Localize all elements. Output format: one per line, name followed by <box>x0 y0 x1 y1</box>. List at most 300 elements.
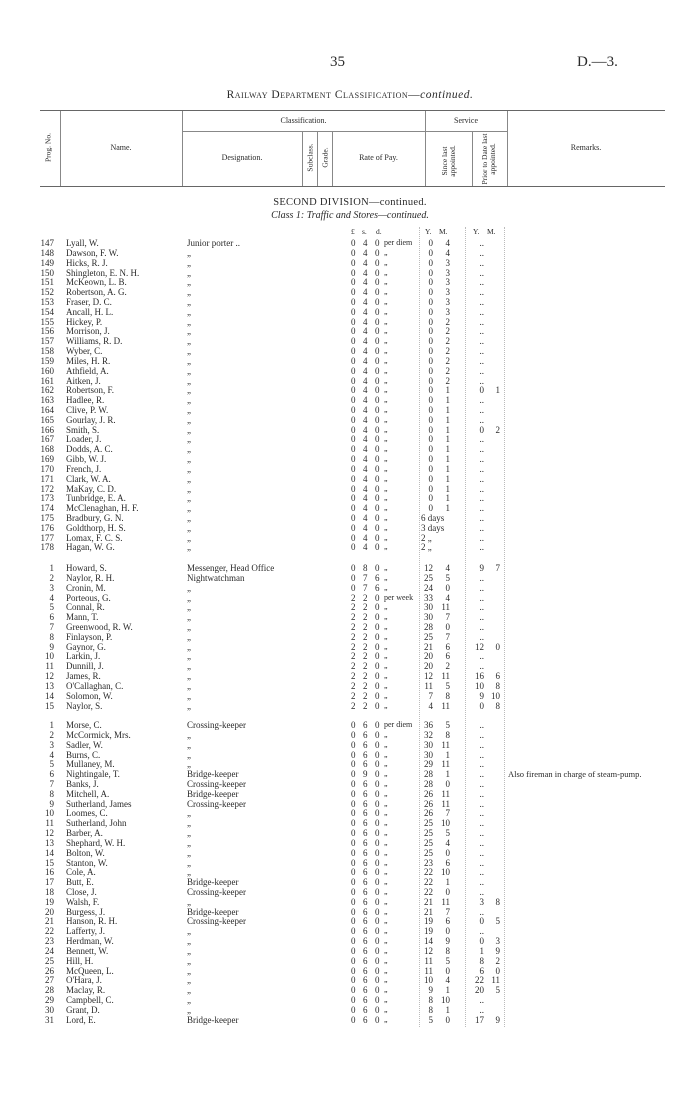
pay-pounds: 0 <box>351 238 356 248</box>
prior-years: .. <box>479 572 484 583</box>
pay-unit-cell: „ <box>384 641 388 651</box>
table-row <box>0 297 700 307</box>
table-row <box>0 336 700 346</box>
name-cell: McCormick, Mrs. <box>66 729 131 740</box>
prior-years: .. <box>479 788 484 799</box>
pay-unit-cell: „ <box>384 316 388 326</box>
pay-shillings: 8 <box>363 563 368 573</box>
since-months: 6 <box>445 651 450 662</box>
designation-cell: „ <box>187 395 191 406</box>
prior-years: .. <box>479 926 484 937</box>
designation-cell: „ <box>187 444 191 455</box>
table-row <box>0 916 700 926</box>
prior-years: 9 <box>479 690 484 701</box>
prior-months: 9 <box>495 1014 500 1025</box>
pay-pounds: 0 <box>351 837 356 848</box>
name-cell: Nightingale, T. <box>66 769 120 780</box>
since-months: 1 <box>445 454 450 464</box>
pay-pounds: 0 <box>351 346 356 356</box>
designation-cell: „ <box>187 926 191 937</box>
pay-unit-cell: „ <box>384 473 388 483</box>
designation-cell: Bridge-keeper <box>187 877 239 888</box>
designation-cell: „ <box>187 739 191 750</box>
pay-pence: 0 <box>375 936 380 946</box>
prior-years: .. <box>479 828 484 838</box>
pay-unit-cell: „ <box>384 818 388 828</box>
pay-shillings: 4 <box>363 287 368 298</box>
table-row <box>0 434 700 444</box>
pay-pounds: 0 <box>351 336 356 347</box>
since-years: 19 <box>424 916 433 927</box>
pay-unit-cell: „ <box>384 385 388 395</box>
pay-pounds: 0 <box>351 572 356 583</box>
since-months: 0 <box>445 582 450 593</box>
name-cell: Tunbridge, E. A. <box>66 493 126 504</box>
pay-pence: 0 <box>375 493 380 504</box>
prior-years: .. <box>479 995 484 1005</box>
designation-cell: „ <box>187 463 191 474</box>
prior-years: 17 <box>475 1014 484 1025</box>
designation-cell: „ <box>187 267 191 278</box>
pay-pounds: 0 <box>351 769 356 780</box>
name-cell: Shingleton, E. N. H. <box>66 267 140 278</box>
table-row <box>0 583 700 593</box>
pay-shillings: 2 <box>363 680 368 691</box>
pay-unit-cell: „ <box>384 336 388 346</box>
pay-pounds: 0 <box>351 965 356 976</box>
prog-no-cell: 14 <box>45 690 54 701</box>
name-cell: Bradbury, G. N. <box>66 513 124 523</box>
pay-shillings: 2 <box>363 671 368 681</box>
designation-cell: „ <box>187 651 191 662</box>
pay-pence: 0 <box>375 808 380 819</box>
prog-no-cell: 31 <box>45 1014 54 1025</box>
name-cell: Loomes, C. <box>66 808 108 819</box>
designation-cell: „ <box>187 945 191 956</box>
pay-pounds: 0 <box>351 434 356 445</box>
prior-years: 3 <box>479 896 484 907</box>
table-row <box>0 946 700 956</box>
since-months: 1 <box>445 503 450 514</box>
prior-years: 12 <box>475 641 484 652</box>
table-row <box>0 317 700 327</box>
pay-unit-cell: „ <box>384 513 388 522</box>
prior-years: 0 <box>479 936 484 946</box>
since-months: 1 <box>445 404 450 415</box>
prog-no-cell: 176 <box>40 522 54 533</box>
pay-unit-cell: „ <box>384 729 388 739</box>
since-years: 11 <box>424 955 433 966</box>
prog-no-cell: 7 <box>49 778 54 789</box>
prior-years: .. <box>479 463 484 474</box>
since-years: 0 <box>428 483 433 494</box>
name-cell: Robertson, F. <box>66 385 115 396</box>
table-row <box>0 573 700 583</box>
prior-years: 0 <box>479 424 484 435</box>
since-years: 25 <box>424 847 433 858</box>
pay-pounds: 0 <box>351 788 356 799</box>
name-cell: Lafferty, J. <box>66 926 105 937</box>
pay-pounds: 0 <box>351 306 356 317</box>
prog-no-cell: 150 <box>40 267 54 278</box>
pay-pounds: 0 <box>351 818 356 829</box>
since-years: 4 <box>428 700 433 711</box>
table-row <box>0 789 700 799</box>
name-cell: Hadlee, R. <box>66 395 105 406</box>
pay-shillings: 4 <box>363 238 368 248</box>
pay-unit-cell: „ <box>384 434 388 444</box>
since-years: 0 <box>428 503 433 514</box>
pay-shillings: 4 <box>363 542 368 553</box>
since-years: 21 <box>424 906 433 917</box>
pay-pence: 0 <box>375 542 380 553</box>
name-cell: Hill, H. <box>66 955 94 966</box>
designation-cell: „ <box>187 955 191 966</box>
pay-pence: 0 <box>375 955 380 966</box>
pay-pounds: 0 <box>351 1004 356 1015</box>
pay-shillings: 6 <box>363 788 368 799</box>
pay-pence: 0 <box>375 385 380 396</box>
pay-shillings: 2 <box>363 612 368 623</box>
prog-no-cell: 178 <box>40 542 54 553</box>
name-cell: Sadler, W. <box>66 739 103 750</box>
pay-pounds: 0 <box>351 995 356 1005</box>
pay-pence: 0 <box>375 306 380 317</box>
table-row <box>0 444 700 454</box>
pay-pence: 0 <box>375 621 380 632</box>
prior-years: .. <box>479 473 484 484</box>
designation-cell: „ <box>187 857 191 868</box>
name-cell: Larkin, J. <box>66 651 101 662</box>
pay-shillings: 6 <box>363 886 368 897</box>
since-years: 28 <box>424 621 433 632</box>
prior-years: .. <box>479 375 484 386</box>
prior-years: .. <box>479 877 484 888</box>
prog-no-cell: 10 <box>45 808 54 819</box>
prior-years: .. <box>479 906 484 917</box>
since-months: 6 <box>445 857 450 868</box>
since-months: 2 <box>445 375 450 386</box>
prog-no-cell: 147 <box>40 238 54 248</box>
pay-shillings: 4 <box>363 326 368 337</box>
pay-unit-cell: „ <box>384 414 388 424</box>
pay-pounds: 0 <box>351 759 356 770</box>
pay-pounds: 0 <box>351 916 356 927</box>
prog-no-cell: 11 <box>45 818 54 829</box>
pay-unit-cell: „ <box>384 896 388 906</box>
pay-unit-cell: „ <box>384 542 388 552</box>
pay-unit-cell: „ <box>384 1004 388 1014</box>
since-months: 1 <box>445 444 450 455</box>
pay-shillings: 4 <box>363 483 368 494</box>
prog-no-cell: 172 <box>40 483 54 494</box>
pay-shillings: 6 <box>363 778 368 789</box>
since-years: 0 <box>428 444 433 455</box>
designation-cell: „ <box>187 965 191 976</box>
unit-months-since: M. <box>439 227 448 236</box>
table-row <box>0 681 700 691</box>
since-months: 5 <box>445 572 450 583</box>
name-cell: Gibb, W. J. <box>66 454 107 464</box>
header-rate-of-pay: Rate of Pay. <box>359 153 398 162</box>
pay-unit-cell: „ <box>384 700 388 710</box>
prior-years: .. <box>479 769 484 780</box>
pay-pounds: 0 <box>351 365 356 376</box>
pay-pounds: 2 <box>351 680 356 691</box>
pay-shillings: 4 <box>363 434 368 445</box>
pay-unit-cell: „ <box>384 867 388 877</box>
pay-pounds: 0 <box>351 808 356 819</box>
table-row <box>0 858 700 868</box>
pay-unit-cell: „ <box>384 563 388 572</box>
pay-shillings: 4 <box>363 277 368 288</box>
prog-no-cell: 171 <box>40 473 54 484</box>
pay-unit-cell: „ <box>384 955 388 965</box>
designation-cell: „ <box>187 424 191 435</box>
pay-pence: 0 <box>375 375 380 386</box>
pay-unit-cell: „ <box>384 769 388 779</box>
pay-pence: 0 <box>375 612 380 623</box>
prior-months: 5 <box>495 916 500 927</box>
pay-pence: 0 <box>375 896 380 907</box>
since-years: 26 <box>424 808 433 819</box>
pay-unit-cell: „ <box>384 247 388 257</box>
pay-pence: 0 <box>375 257 380 268</box>
pay-shillings: 6 <box>363 896 368 907</box>
table-row <box>0 966 700 976</box>
prior-years: .. <box>479 798 484 809</box>
pay-pounds: 0 <box>351 877 356 888</box>
pay-pence: 0 <box>375 671 380 681</box>
pay-pounds: 0 <box>351 355 356 366</box>
pay-unit-cell: „ <box>384 808 388 818</box>
prior-years: .. <box>479 778 484 789</box>
pay-pence: 0 <box>375 916 380 927</box>
prog-no-cell: 173 <box>40 493 54 504</box>
prior-months: 6 <box>495 671 500 681</box>
pay-unit-cell: „ <box>384 926 388 936</box>
prior-years: .. <box>479 316 484 327</box>
designation-cell: „ <box>187 385 191 396</box>
prog-no-cell: 16 <box>45 867 54 878</box>
since-years: 3 days <box>421 522 445 533</box>
pay-shillings: 4 <box>363 414 368 425</box>
pay-pounds: 0 <box>351 720 356 730</box>
pay-shillings: 4 <box>363 365 368 376</box>
since-months: 3 <box>445 277 450 288</box>
name-cell: Barber, A. <box>66 828 103 838</box>
designation-cell: „ <box>187 995 191 1005</box>
unit-years-prior: Y. <box>473 227 480 236</box>
since-months: 7 <box>445 631 450 642</box>
since-months: 1 <box>445 473 450 484</box>
pay-shillings: 7 <box>363 582 368 593</box>
name-cell: French, J. <box>66 463 102 474</box>
pay-shillings: 6 <box>363 985 368 996</box>
prior-years: .. <box>479 395 484 406</box>
prog-no-cell: 1 <box>49 563 54 573</box>
designation-cell: „ <box>187 896 191 907</box>
pay-pounds: 2 <box>351 621 356 632</box>
prior-years: 6 <box>479 965 484 976</box>
prog-no-cell: 156 <box>40 326 54 337</box>
table-row <box>0 985 700 995</box>
pay-pence: 0 <box>375 965 380 976</box>
prior-years: .. <box>479 720 484 730</box>
since-months: 11 <box>441 739 450 750</box>
designation-cell: Bridge-keeper <box>187 788 239 799</box>
since-years: 0 <box>428 375 433 386</box>
pay-shillings: 6 <box>363 749 368 760</box>
table-row <box>0 307 700 317</box>
pay-pounds: 0 <box>351 277 356 288</box>
table-row <box>0 1005 700 1015</box>
pay-pounds: 0 <box>351 857 356 868</box>
since-years: 0 <box>428 336 433 347</box>
name-cell: Howard, S. <box>66 563 107 573</box>
pay-pence: 0 <box>375 778 380 789</box>
prog-no-cell: 165 <box>40 414 54 425</box>
name-cell: McClenaghan, H. F. <box>66 503 139 514</box>
pay-shillings: 2 <box>363 690 368 701</box>
name-cell: Hanson, R. H. <box>66 916 118 927</box>
page-title-main: Railway Department Classification— <box>226 89 421 101</box>
designation-cell: „ <box>187 837 191 848</box>
name-cell: Bennett, W. <box>66 945 109 956</box>
name-cell: Mitchell, A. <box>66 788 110 799</box>
name-cell: James, R. <box>66 671 101 681</box>
pay-pence: 0 <box>375 296 380 307</box>
since-months: 3 <box>445 267 450 278</box>
table-row <box>0 936 700 946</box>
pay-pence: 0 <box>375 365 380 376</box>
pay-unit-cell: per week <box>384 592 414 602</box>
since-months: 1 <box>445 463 450 474</box>
unit-pounds: £ <box>351 227 355 236</box>
pay-pounds: 0 <box>351 257 356 268</box>
since-years: 0 <box>428 296 433 307</box>
pay-shillings: 6 <box>363 936 368 946</box>
prog-no-cell: 28 <box>45 985 54 996</box>
since-years: 32 <box>424 729 433 740</box>
prog-no-cell: 2 <box>49 572 54 583</box>
prior-years: .. <box>479 847 484 858</box>
pay-pounds: 2 <box>351 592 356 603</box>
since-months: 2 <box>445 365 450 376</box>
designation-cell: Crossing-keeper <box>187 798 246 809</box>
pay-pounds: 0 <box>351 483 356 494</box>
prior-years: .. <box>479 296 484 307</box>
prog-no-cell: 154 <box>40 306 54 317</box>
pay-pence: 0 <box>375 828 380 838</box>
pay-pence: 0 <box>375 434 380 445</box>
prior-years: .. <box>479 808 484 819</box>
prior-months: 0 <box>495 641 500 652</box>
name-cell: Lyall, W. <box>66 238 99 248</box>
name-cell: Fraser, D. C. <box>66 296 112 307</box>
pay-shillings: 6 <box>363 926 368 937</box>
pay-shillings: 6 <box>363 828 368 838</box>
designation-cell: „ <box>187 336 191 347</box>
designation-cell: „ <box>187 612 191 623</box>
pay-shillings: 4 <box>363 395 368 406</box>
name-cell: O'Hara, J. <box>66 975 102 986</box>
pay-pence: 0 <box>375 995 380 1005</box>
pay-shillings: 4 <box>363 532 368 543</box>
since-years: 0 <box>428 385 433 396</box>
designation-cell: Crossing-keeper <box>187 916 246 927</box>
pay-unit-cell: per diem <box>384 238 413 247</box>
prog-no-cell: 26 <box>45 965 54 976</box>
pay-pence: 0 <box>375 749 380 760</box>
pay-shillings: 6 <box>363 916 368 927</box>
table-row <box>0 287 700 297</box>
name-cell: Hagan, W. G. <box>66 542 115 553</box>
table-row <box>0 769 700 779</box>
header-grade: Grade. <box>320 147 330 168</box>
prog-no-cell: 151 <box>40 277 54 288</box>
since-years: 2 „ <box>421 542 432 553</box>
table-row <box>0 484 700 494</box>
name-cell: Smith, S. <box>66 424 100 435</box>
prior-years: .. <box>479 404 484 415</box>
pay-pounds: 0 <box>351 739 356 750</box>
pay-pounds: 0 <box>351 395 356 406</box>
table-row <box>0 268 700 278</box>
pay-unit-cell: „ <box>384 306 388 316</box>
pay-pence: 0 <box>375 1014 380 1025</box>
pay-pence: 0 <box>375 975 380 986</box>
prior-years: .. <box>479 277 484 288</box>
pay-pounds: 0 <box>351 985 356 996</box>
table-row <box>0 593 700 603</box>
prior-years: 20 <box>475 985 484 996</box>
pay-unit-cell: „ <box>384 483 388 493</box>
pay-shillings: 4 <box>363 316 368 327</box>
designation-cell: „ <box>187 542 191 553</box>
pay-pounds: 0 <box>351 385 356 396</box>
designation-cell: „ <box>187 434 191 445</box>
page-number: 35 <box>330 54 345 70</box>
prior-years: .. <box>479 454 484 464</box>
pay-pounds: 0 <box>351 828 356 838</box>
designation-cell: „ <box>187 690 191 701</box>
prior-years: .. <box>479 582 484 593</box>
pay-pounds: 0 <box>351 473 356 484</box>
since-months: 7 <box>445 808 450 819</box>
pay-pounds: 0 <box>351 563 356 573</box>
pay-unit-cell: „ <box>384 522 388 532</box>
pay-shillings: 9 <box>363 769 368 780</box>
section-title: SECOND DIVISION—continued. <box>273 197 427 208</box>
pay-unit-cell: „ <box>384 759 388 769</box>
name-cell: Morse, C. <box>66 720 102 730</box>
prior-years: .. <box>479 867 484 878</box>
since-months: 11 <box>441 788 450 799</box>
prog-no-cell: 17 <box>45 877 54 888</box>
pay-unit-cell: „ <box>384 296 388 306</box>
pay-pence: 0 <box>375 267 380 278</box>
table-row <box>0 542 700 552</box>
pay-pounds: 0 <box>351 867 356 878</box>
name-cell: Goldthorp, H. S. <box>66 522 126 533</box>
since-months: 0 <box>445 886 450 897</box>
since-years: 28 <box>424 769 433 780</box>
table-row <box>0 642 700 652</box>
prior-years: .. <box>479 749 484 760</box>
pay-pounds: 0 <box>351 404 356 415</box>
table-row <box>0 464 700 474</box>
